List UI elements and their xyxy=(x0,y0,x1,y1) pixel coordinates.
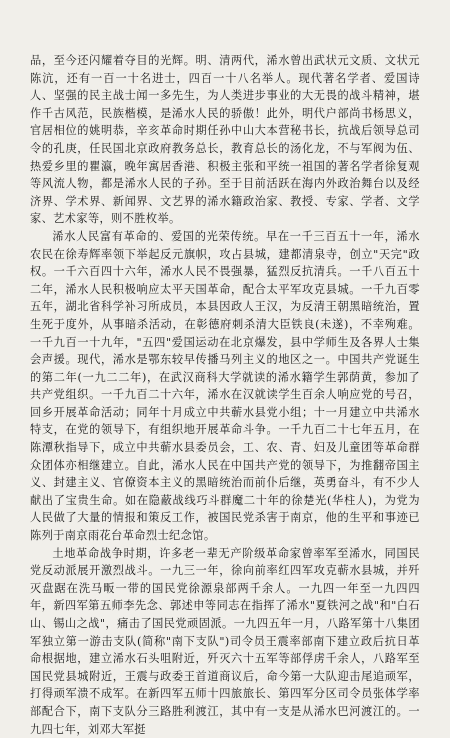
paragraph-land-revolution: 土地革命战争时期，许多老一辈无产阶级革命家曾率军至浠水，同国民党反动派展开激烈战斗。一九三一年，徐向前率红四军攻克蕲水县城，并歼灭盘踞在洗马畈一带的国民党徐源泉部两千余人。一九四一年至一九四四年，新四军第五师李先念、郭述申等同志在指挥了浠水"夏铁河之战"和"白石山、锡山之战"，痛击了国民党顽固派。一九四五年一月，八路军第十八集团军独立第一游击支队(简称"南下支队")司令员王震率部南下建立政后抗日革命根据地，建立浠水石头咀附近，歼灭六十五军等部俘虏千余人，八路军至国民党县城附近，王震与政委王首道商议后，命今第一大队迎击尾追顽军，打得顽军溃不成军。在新四军五师十四旅旅长、第四军分区司令员张体学率部配合下，南下支队分三路胜利渡江，其中有一支是从浠水巴河渡江的。一九四七年，刘邓大军挺 xyxy=(30,546,420,736)
paragraph-continuation: 品，至今还闪耀着夺目的光辉。明、清两代，浠水曾出武状元文质、文状元陈沆，还有一百一十名进士，四百一十八名举人。现代著名学者、爱国诗人、坚强的民主战士闻一多先生，为人类进步事业的大无畏的战斗精神，堪作千古风范，民族楷模，是浠水人民的骄傲！此外，明代户部尚书杨思义，官居相位的姚明恭，辛亥革命时期任孙中山大本营秘书长，抗战后领导总司令的孔庚，任民国北京政府教务总长，教育总长的汤化龙，不与军阀为伍、热爱乡里的瞿瀛，晚年寓居香港、积极主张和平统一祖国的著名学者徐复观等风流人物，都是浠水人民的子孙。至于目前活跃在海内外政治舞台以及经济界、学术界、新闻界、文艺界的浠水籍政治家、教授、专家、学者、文学家、艺术家等，则不胜枚举。 xyxy=(30,54,420,226)
paragraph-revolutionary-tradition: 浠水人民富有革命的、爱国的光荣传统。早在一千三百五十一年，浠水农民在徐寿辉率领下举起反元旗帜，攻占县城，建都清泉寺，创立"天完"政权。一千六百四十六年，浠水人民不畏强暴，猛烈反抗清兵。一千八百五十二年，浠水人民积极响应太平天国革命，配合太平军攻克县城。一千九百零五年，湖北省科学补习所成员，本县因政人王汉，为反清王朝黑暗统治，置生死于度外，从事暗杀活动，在彰德府刺杀清大臣铁良(未遂)，不幸殉难。一千九百一十九年，"五四"爱国运动在北京爆发，县中学师生及各界人士集会声援。现代，浠水是鄂东较早传播马列主义的地区之一。中国共产党诞生的第二年(一九二二年)，在武汉商科大学就读的浠水籍学生郭荫黄，参加了共产党组织。一千九百二十六年，浠水在汉就读学生百余人响应党的号召，回乡开展革命活动；同年十月成立中共蕲水县党小组；十一月建立中共浠水特支，在党的领导下，有组织地开展革命斗争。一千九百二十七年五月，在陈潭秋指导下，成立中共蕲水县委员会，工、农、青、妇及儿童团等革命群众团体亦相继建立。自此，浠水人民在中国共产党的领导下，为推翻帝国主义、封建主义、官僚资本主义的黑暗统治而前仆后继，英勇奋斗，有不少人献出了宝贵生命。如在隐蔽战线巧斗群魔二十年的徐楚光(华柱人)，为党为人民做了大量的情报和策反工作，被国民党杀害于南京，他的生平和事迹已陈列于南京雨花台革命烈士纪念馆。 xyxy=(30,229,420,543)
